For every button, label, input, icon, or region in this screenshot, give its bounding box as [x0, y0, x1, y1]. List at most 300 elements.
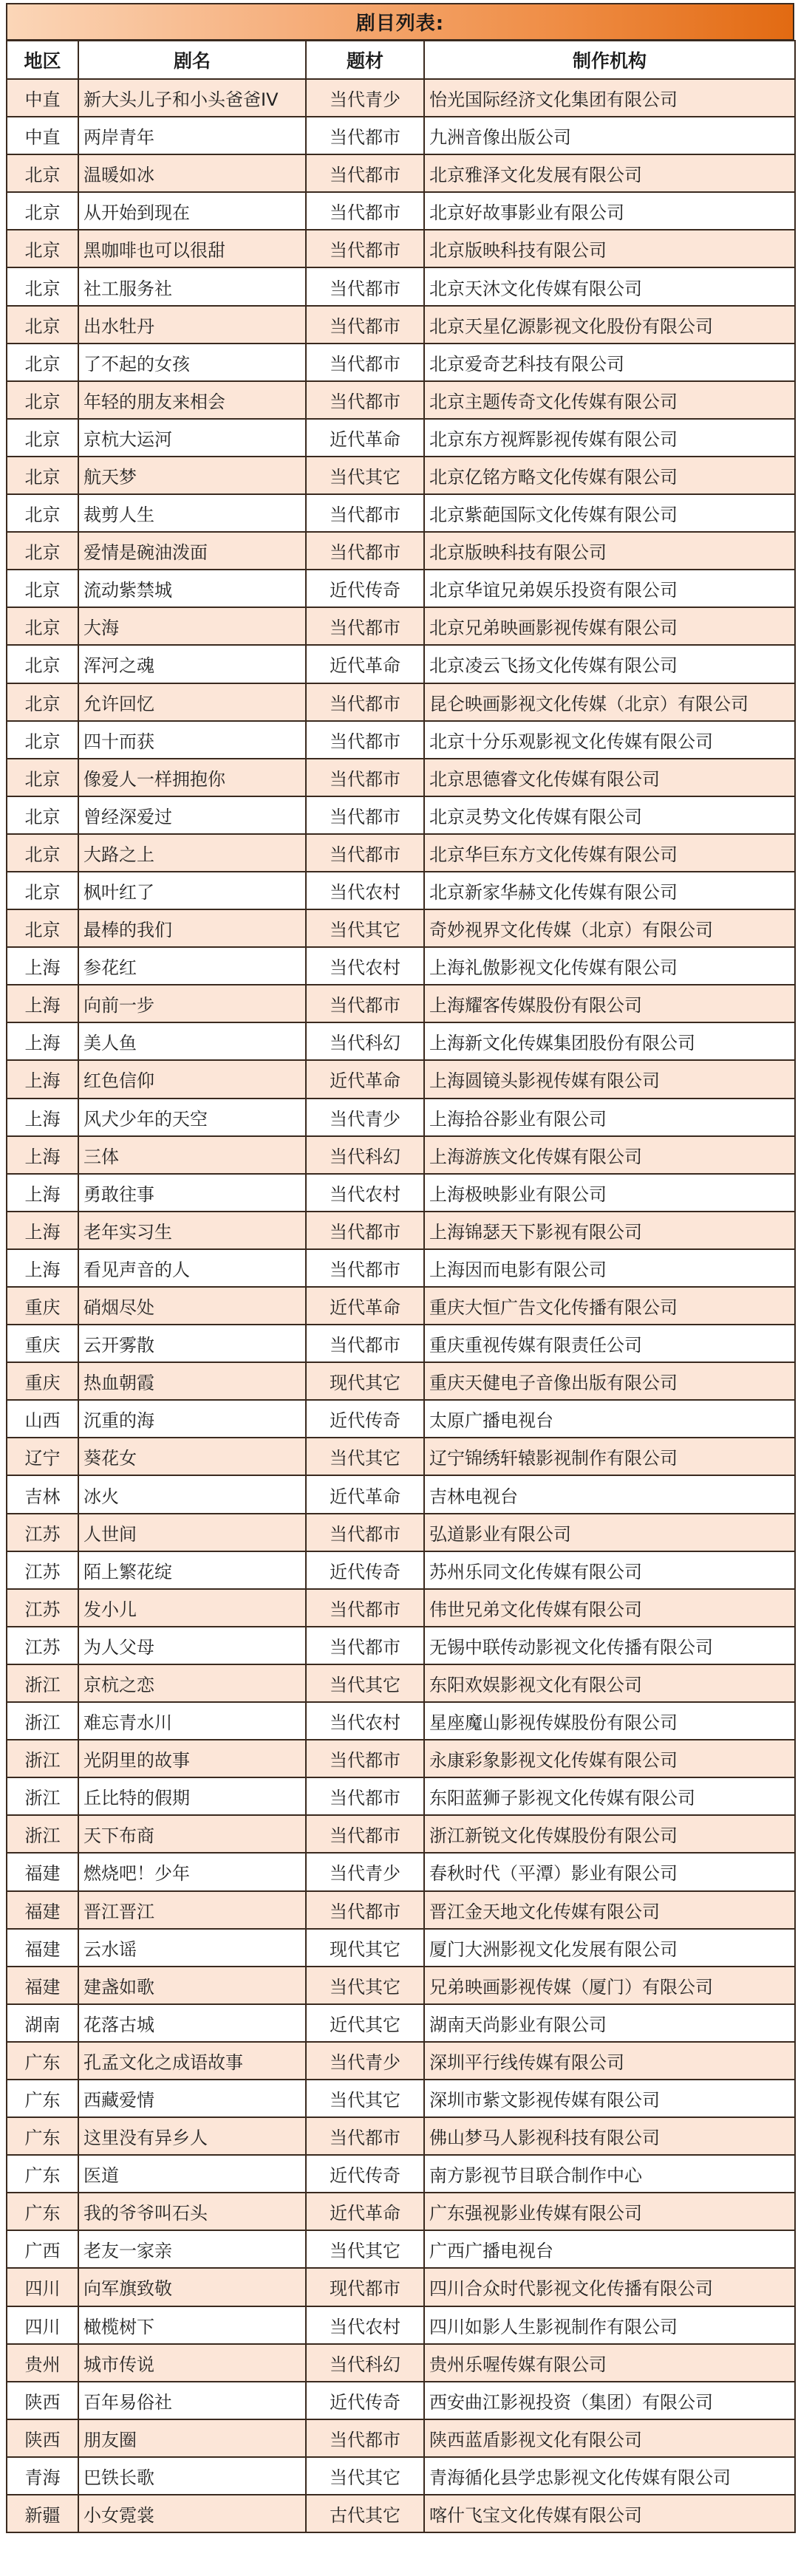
org-cell: 重庆大恒广告文化传播有限公司: [424, 1287, 795, 1325]
genre-cell: 当代都市: [306, 117, 424, 154]
name-cell: 孔孟文化之成语故事: [78, 2042, 306, 2080]
name-cell: 城市传说: [78, 2344, 306, 2382]
genre-cell: 当代都市: [306, 834, 424, 872]
org-cell: 北京爱奇艺科技有限公司: [424, 344, 795, 381]
name-cell: 天下布商: [78, 1815, 306, 1853]
org-cell: 浙江新锐文化传媒股份有限公司: [424, 1815, 795, 1853]
region-cell: 江苏: [7, 1551, 78, 1589]
name-cell: 西藏爱情: [78, 2080, 306, 2117]
region-cell: 北京: [7, 344, 78, 381]
genre-cell: 当代科幻: [306, 1136, 424, 1174]
region-cell: 北京: [7, 381, 78, 419]
table-row: [7, 1589, 795, 1627]
region-cell: 福建: [7, 1967, 78, 2004]
org-cell: 四川如影人生影视制作有限公司: [424, 2306, 795, 2344]
genre-cell: 当代都市: [306, 759, 424, 796]
table-row: [7, 1551, 795, 1589]
org-cell: 无锡中联传动影视文化传播有限公司: [424, 1627, 795, 1664]
region-cell: 北京: [7, 457, 78, 494]
name-cell: 硝烟尽处: [78, 1287, 306, 1325]
region-cell: 上海: [7, 1249, 78, 1287]
name-cell: 为人父母: [78, 1627, 306, 1664]
table-row: [7, 457, 795, 494]
org-cell: 昆仑映画影视文化传媒（北京）有限公司: [424, 683, 795, 721]
program-list-table-container: [6, 3, 794, 2533]
org-cell: 北京十分乐观影视文化传媒有限公司: [424, 721, 795, 759]
name-cell: 我的爷爷叫石头: [78, 2193, 306, 2230]
genre-cell: 当代青少: [306, 1853, 424, 1890]
region-cell: 中直: [7, 117, 78, 154]
name-cell: 大路之上: [78, 834, 306, 872]
table-row: [7, 381, 795, 419]
region-cell: 江苏: [7, 1514, 78, 1551]
region-cell: 上海: [7, 1136, 78, 1174]
region-cell: 上海: [7, 947, 78, 985]
table-title: 剧目列表:: [355, 13, 445, 35]
org-cell: 怡光国际经济文化集团有限公司: [424, 79, 795, 117]
org-cell: 广东强视影业传媒有限公司: [424, 2193, 795, 2230]
name-cell: 云开雾散: [78, 1325, 306, 1362]
name-cell: 了不起的女孩: [78, 344, 306, 381]
org-cell: 广西广播电视台: [424, 2230, 795, 2268]
genre-cell: 当代农村: [306, 2306, 424, 2344]
name-cell: 人世间: [78, 1514, 306, 1551]
region-cell: 广西: [7, 2230, 78, 2268]
genre-cell: 当代都市: [306, 1325, 424, 1362]
name-cell: 红色信仰: [78, 1060, 306, 1098]
org-cell: 北京紫葩国际文化传媒有限公司: [424, 494, 795, 532]
name-cell: 晋江晋江: [78, 1891, 306, 1929]
table-row: [7, 117, 795, 154]
table-row: [7, 683, 795, 721]
org-cell: 星座魔山影视传媒股份有限公司: [424, 1702, 795, 1740]
region-cell: 浙江: [7, 1740, 78, 1777]
genre-cell: 近代传奇: [306, 1551, 424, 1589]
org-cell: 厦门大洲影视文化发展有限公司: [424, 1929, 795, 1967]
genre-cell: 当代都市: [306, 796, 424, 834]
genre-cell: 当代都市: [306, 192, 424, 230]
genre-cell: 当代其它: [306, 457, 424, 494]
table-row: [7, 607, 795, 645]
genre-cell: 当代都市: [306, 381, 424, 419]
genre-cell: 当代青少: [306, 1099, 424, 1136]
name-cell: 年轻的朋友来相会: [78, 381, 306, 419]
table-row: [7, 1099, 795, 1136]
org-cell: 深圳市紫文影视传媒有限公司: [424, 2080, 795, 2117]
genre-cell: 当代其它: [306, 1664, 424, 1702]
table-row: [7, 306, 795, 344]
name-cell: 向军旗致敬: [78, 2268, 306, 2306]
genre-cell: 当代科幻: [306, 1022, 424, 1060]
table-row: [7, 1514, 795, 1551]
table-row: [7, 192, 795, 230]
name-cell: 风犬少年的天空: [78, 1099, 306, 1136]
org-cell: 北京华谊兄弟娱乐投资有限公司: [424, 570, 795, 607]
name-cell: 京杭大运河: [78, 419, 306, 457]
region-cell: 广东: [7, 2155, 78, 2193]
org-cell: 陕西蓝盾影视文化有限公司: [424, 2419, 795, 2457]
genre-cell: 当代都市: [306, 985, 424, 1022]
region-cell: 江苏: [7, 1589, 78, 1627]
table-row: [7, 2344, 795, 2382]
region-cell: 北京: [7, 721, 78, 759]
region-cell: 上海: [7, 1212, 78, 1249]
table-row: [7, 419, 795, 457]
name-cell: 热血朝霞: [78, 1362, 306, 1400]
genre-cell: 当代其它: [306, 909, 424, 947]
region-cell: 北京: [7, 494, 78, 532]
org-cell: 重庆重视传媒有限责任公司: [424, 1325, 795, 1362]
org-cell: 上海礼傲影视文化传媒有限公司: [424, 947, 795, 985]
region-cell: 辽宁: [7, 1438, 78, 1475]
org-cell: 北京好故事影业有限公司: [424, 192, 795, 230]
region-cell: 四川: [7, 2306, 78, 2344]
genre-cell: 当代都市: [306, 532, 424, 570]
table-row: [7, 230, 795, 267]
org-cell: 太原广播电视台: [424, 1400, 795, 1438]
org-cell: 上海游族文化传媒有限公司: [424, 1136, 795, 1174]
region-cell: 北京: [7, 230, 78, 267]
table-row: [7, 985, 795, 1022]
genre-cell: 当代都市: [306, 1815, 424, 1853]
table-row: [7, 1664, 795, 1702]
region-cell: 重庆: [7, 1362, 78, 1400]
name-cell: 四十而获: [78, 721, 306, 759]
name-cell: 新大头儿子和小头爸爸IV: [78, 79, 306, 117]
org-cell: 上海锦瑟天下影视有限公司: [424, 1212, 795, 1249]
table-row: [7, 2193, 795, 2230]
name-cell: 航天梦: [78, 457, 306, 494]
org-cell: 北京灵势文化传媒有限公司: [424, 796, 795, 834]
genre-cell: 现代其它: [306, 1929, 424, 1967]
region-cell: 北京: [7, 909, 78, 947]
genre-cell: 近代革命: [306, 2193, 424, 2230]
org-cell: 北京版映科技有限公司: [424, 230, 795, 267]
region-cell: 浙江: [7, 1815, 78, 1853]
table-row: [7, 267, 795, 305]
genre-cell: 当代都市: [306, 267, 424, 305]
region-cell: 北京: [7, 306, 78, 344]
table-row: [7, 1136, 795, 1174]
org-cell: 兄弟映画影视传媒（厦门）有限公司: [424, 1967, 795, 2004]
org-cell: 北京思德睿文化传媒有限公司: [424, 759, 795, 796]
genre-cell: 当代都市: [306, 1514, 424, 1551]
org-cell: 北京东方视辉影视传媒有限公司: [424, 419, 795, 457]
name-cell: 医道: [78, 2155, 306, 2193]
table-row: [7, 1891, 795, 1929]
genre-cell: 当代农村: [306, 872, 424, 909]
org-cell: 贵州乐喔传媒有限公司: [424, 2344, 795, 2382]
org-cell: 上海圆镜头影视传媒有限公司: [424, 1060, 795, 1098]
name-cell: 难忘青水川: [78, 1702, 306, 1740]
region-cell: 吉林: [7, 1475, 78, 1513]
genre-cell: 当代农村: [306, 1702, 424, 1740]
table-row: [7, 2268, 795, 2306]
org-cell: 佛山梦马人影视科技有限公司: [424, 2117, 795, 2155]
genre-cell: 当代其它: [306, 2230, 424, 2268]
table-row: [7, 2155, 795, 2193]
region-cell: 广东: [7, 2117, 78, 2155]
genre-cell: 当代青少: [306, 79, 424, 117]
genre-cell: 当代都市: [306, 344, 424, 381]
org-cell: 九洲音像出版公司: [424, 117, 795, 154]
name-cell: 最棒的我们: [78, 909, 306, 947]
name-cell: 建盏如歌: [78, 1967, 306, 2004]
table-row: [7, 834, 795, 872]
table-row: [7, 494, 795, 532]
genre-cell: 当代都市: [306, 154, 424, 192]
org-cell: 辽宁锦绣轩辕影视制作有限公司: [424, 1438, 795, 1475]
region-cell: 北京: [7, 796, 78, 834]
org-cell: 苏州乐同文化传媒有限公司: [424, 1551, 795, 1589]
table-row: [7, 645, 795, 683]
org-cell: 弘道影业有限公司: [424, 1514, 795, 1551]
name-cell: 曾经深爱过: [78, 796, 306, 834]
name-cell: 三体: [78, 1136, 306, 1174]
region-cell: 湖南: [7, 2004, 78, 2042]
genre-cell: 近代传奇: [306, 2382, 424, 2419]
region-cell: 浙江: [7, 1702, 78, 1740]
region-cell: 上海: [7, 985, 78, 1022]
table-body: [7, 79, 795, 2532]
name-cell: 朋友圈: [78, 2419, 306, 2457]
org-cell: 北京新家华赫文化传媒有限公司: [424, 872, 795, 909]
genre-cell: 当代其它: [306, 1967, 424, 2004]
region-cell: 贵州: [7, 2344, 78, 2382]
table-row: [7, 154, 795, 192]
table-row: [7, 1325, 795, 1362]
region-cell: 北京: [7, 154, 78, 192]
table-row: [7, 2457, 795, 2495]
region-cell: 重庆: [7, 1287, 78, 1325]
name-cell: 允许回忆: [78, 683, 306, 721]
table-row: [7, 1400, 795, 1438]
genre-cell: 当代其它: [306, 2080, 424, 2117]
org-cell: 喀什飞宝文化传媒有限公司: [424, 2495, 795, 2532]
region-cell: 广东: [7, 2193, 78, 2230]
name-cell: 美人鱼: [78, 1022, 306, 1060]
org-cell: 西安曲江影视投资（集团）有限公司: [424, 2382, 795, 2419]
name-cell: 勇敢往事: [78, 1174, 306, 1212]
name-cell: 这里没有异乡人: [78, 2117, 306, 2155]
genre-cell: 近代传奇: [306, 2155, 424, 2193]
name-cell: 爱情是碗油泼面: [78, 532, 306, 570]
org-cell: 北京雅泽文化发展有限公司: [424, 154, 795, 192]
genre-cell: 当代都市: [306, 1891, 424, 1929]
table-row: [7, 2230, 795, 2268]
org-cell: 东阳蓝狮子影视文化传媒有限公司: [424, 1777, 795, 1815]
org-cell: 北京主题传奇文化传媒有限公司: [424, 381, 795, 419]
table-row: [7, 1287, 795, 1325]
name-cell: 百年易俗社: [78, 2382, 306, 2419]
genre-cell: 当代都市: [306, 1777, 424, 1815]
table-row: [7, 2080, 795, 2117]
table-row: [7, 1438, 795, 1475]
column-header-genre: 题材: [306, 41, 424, 79]
genre-cell: 当代都市: [306, 607, 424, 645]
region-cell: 北京: [7, 419, 78, 457]
genre-cell: 近代其它: [306, 2004, 424, 2042]
region-cell: 陕西: [7, 2419, 78, 2457]
region-cell: 上海: [7, 1174, 78, 1212]
region-cell: 上海: [7, 1060, 78, 1098]
name-cell: 看见声音的人: [78, 1249, 306, 1287]
table-row: [7, 1060, 795, 1098]
region-cell: 浙江: [7, 1777, 78, 1815]
genre-cell: 当代都市: [306, 1589, 424, 1627]
table-row: [7, 1929, 795, 1967]
name-cell: 巴铁长歌: [78, 2457, 306, 2495]
table-row: [7, 1740, 795, 1777]
region-cell: 广东: [7, 2042, 78, 2080]
table-row: [7, 570, 795, 607]
org-cell: 春秋时代（平潭）影业有限公司: [424, 1853, 795, 1890]
genre-cell: 近代革命: [306, 645, 424, 683]
region-cell: 重庆: [7, 1325, 78, 1362]
genre-cell: 当代其它: [306, 2457, 424, 2495]
name-cell: 两岸青年: [78, 117, 306, 154]
table-row: [7, 1967, 795, 2004]
name-cell: 出水牡丹: [78, 306, 306, 344]
name-cell: 陌上繁花绽: [78, 1551, 306, 1589]
genre-cell: 现代其它: [306, 1362, 424, 1400]
genre-cell: 当代都市: [306, 2419, 424, 2457]
table-row: [7, 721, 795, 759]
table-row: [7, 1627, 795, 1664]
region-cell: 北京: [7, 645, 78, 683]
table-row: [7, 79, 795, 117]
org-cell: 四川合众时代影视文化传播有限公司: [424, 2268, 795, 2306]
table-row: [7, 2382, 795, 2419]
table-row: [7, 796, 795, 834]
table-row: [7, 2117, 795, 2155]
table-row: [7, 2306, 795, 2344]
org-cell: 上海因而电影有限公司: [424, 1249, 795, 1287]
org-cell: 南方影视节目联合制作中心: [424, 2155, 795, 2193]
name-cell: 流动紫禁城: [78, 570, 306, 607]
column-header-org: 制作机构: [424, 41, 795, 79]
name-cell: 花落古城: [78, 2004, 306, 2042]
name-cell: 京杭之恋: [78, 1664, 306, 1702]
org-cell: 北京兄弟映画影视传媒有限公司: [424, 607, 795, 645]
table-row: [7, 344, 795, 381]
org-cell: 北京亿铭方略文化传媒有限公司: [424, 457, 795, 494]
name-cell: 向前一步: [78, 985, 306, 1022]
region-cell: 青海: [7, 2457, 78, 2495]
genre-cell: 近代革命: [306, 419, 424, 457]
org-cell: 晋江金天地文化传媒有限公司: [424, 1891, 795, 1929]
region-cell: 四川: [7, 2268, 78, 2306]
region-cell: 北京: [7, 607, 78, 645]
name-cell: 小女霓裳: [78, 2495, 306, 2532]
org-cell: 北京凌云飞扬文化传媒有限公司: [424, 645, 795, 683]
name-cell: 大海: [78, 607, 306, 645]
org-cell: 湖南天尚影业有限公司: [424, 2004, 795, 2042]
name-cell: 社工服务社: [78, 267, 306, 305]
genre-cell: 当代都市: [306, 683, 424, 721]
region-cell: 新疆: [7, 2495, 78, 2532]
region-cell: 上海: [7, 1022, 78, 1060]
org-cell: 上海极映影业有限公司: [424, 1174, 795, 1212]
genre-cell: 现代都市: [306, 2268, 424, 2306]
table-row: [7, 947, 795, 985]
genre-cell: 当代都市: [306, 2117, 424, 2155]
name-cell: 冰火: [78, 1475, 306, 1513]
org-cell: 永康彩象影视文化传媒有限公司: [424, 1740, 795, 1777]
name-cell: 黑咖啡也可以很甜: [78, 230, 306, 267]
name-cell: 丘比特的假期: [78, 1777, 306, 1815]
name-cell: 从开始到现在: [78, 192, 306, 230]
table-row: [7, 1475, 795, 1513]
name-cell: 参花红: [78, 947, 306, 985]
region-cell: 北京: [7, 834, 78, 872]
table-row: [7, 759, 795, 796]
genre-cell: 当代青少: [306, 2042, 424, 2080]
genre-cell: 近代传奇: [306, 570, 424, 607]
region-cell: 陕西: [7, 2382, 78, 2419]
genre-cell: 当代都市: [306, 1249, 424, 1287]
table-row: [7, 2419, 795, 2457]
org-cell: 吉林电视台: [424, 1475, 795, 1513]
table-row: [7, 1362, 795, 1400]
region-cell: 北京: [7, 532, 78, 570]
org-cell: 上海耀客传媒股份有限公司: [424, 985, 795, 1022]
region-cell: 北京: [7, 759, 78, 796]
region-cell: 北京: [7, 267, 78, 305]
region-cell: 广东: [7, 2080, 78, 2117]
region-cell: 北京: [7, 570, 78, 607]
genre-cell: 当代其它: [306, 1438, 424, 1475]
genre-cell: 近代革命: [306, 1287, 424, 1325]
table-row: [7, 2004, 795, 2042]
org-cell: 伟世兄弟文化传媒有限公司: [424, 1589, 795, 1627]
region-cell: 浙江: [7, 1664, 78, 1702]
table-row: [7, 532, 795, 570]
org-cell: 北京天星亿源影视文化股份有限公司: [424, 306, 795, 344]
name-cell: 橄榄树下: [78, 2306, 306, 2344]
table-row: [7, 1249, 795, 1287]
name-cell: 枫叶红了: [78, 872, 306, 909]
org-cell: 奇妙视界文化传媒（北京）有限公司: [424, 909, 795, 947]
genre-cell: 当代都市: [306, 1212, 424, 1249]
org-cell: 青海循化县学忠影视文化传媒有限公司: [424, 2457, 795, 2495]
name-cell: 裁剪人生: [78, 494, 306, 532]
name-cell: 浑河之魂: [78, 645, 306, 683]
genre-cell: 近代传奇: [306, 1400, 424, 1438]
genre-cell: 当代科幻: [306, 2344, 424, 2382]
table-title-bar: [6, 3, 794, 40]
genre-cell: 当代都市: [306, 230, 424, 267]
genre-cell: 当代都市: [306, 1627, 424, 1664]
region-cell: 江苏: [7, 1627, 78, 1664]
table-row: [7, 2495, 795, 2532]
name-cell: 葵花女: [78, 1438, 306, 1475]
name-cell: 像爱人一样拥抱你: [78, 759, 306, 796]
genre-cell: 当代都市: [306, 306, 424, 344]
name-cell: 沉重的海: [78, 1400, 306, 1438]
region-cell: 中直: [7, 79, 78, 117]
table-row: [7, 872, 795, 909]
region-cell: 福建: [7, 1891, 78, 1929]
table-row: [7, 909, 795, 947]
genre-cell: 近代革命: [306, 1475, 424, 1513]
table-row: [7, 1777, 795, 1815]
table-row: [7, 2042, 795, 2080]
org-cell: 东阳欢娱影视文化有限公司: [424, 1664, 795, 1702]
genre-cell: 古代其它: [306, 2495, 424, 2532]
genre-cell: 当代都市: [306, 494, 424, 532]
name-cell: 燃烧吧！少年: [78, 1853, 306, 1890]
